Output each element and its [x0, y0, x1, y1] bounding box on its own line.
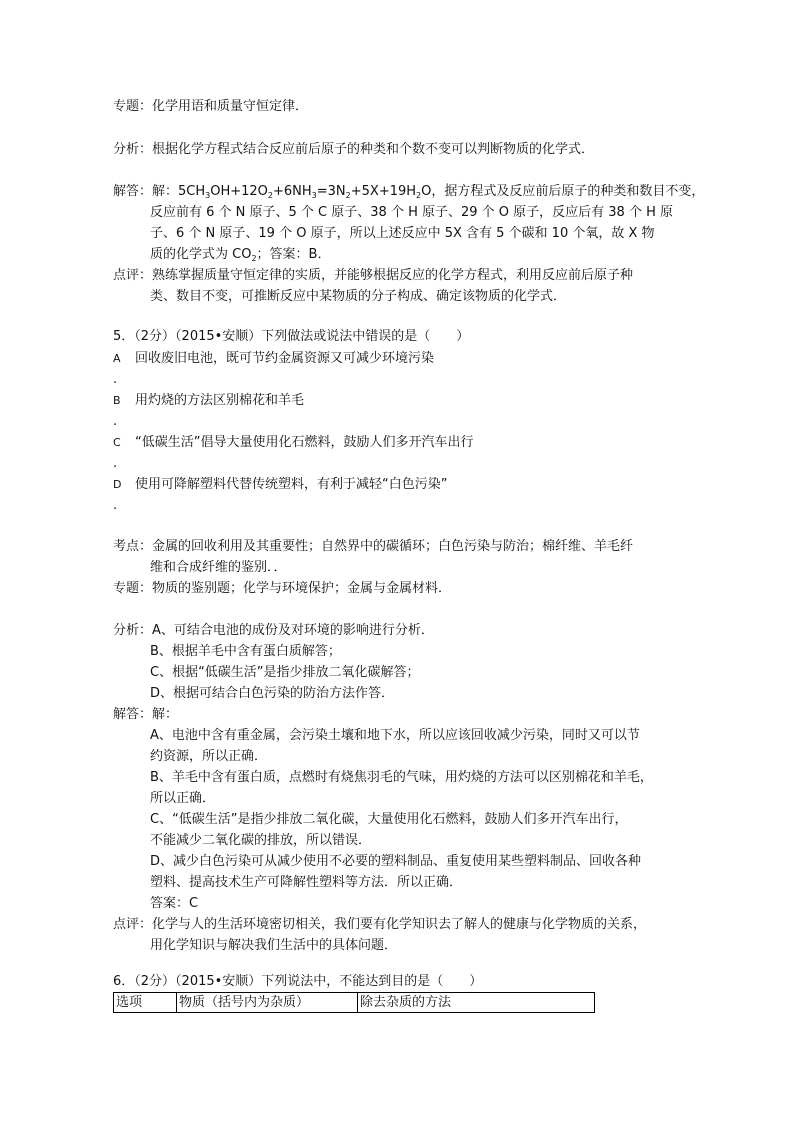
table-header-cell: 除去杂质的方法	[358, 993, 595, 1013]
q5-fenxi-line3: C、根据“低碳生活”是指少排放二氧化碳解答；	[150, 665, 420, 680]
q4-zhuanti: 专题：化学用语和质量守恒定律．	[113, 99, 309, 114]
option-text: “低碳生活”倡导大量使用化石燃料，鼓励人们多开汽车出行	[135, 435, 474, 450]
q6-table	[113, 992, 595, 1013]
equation-part: +6NH	[273, 184, 312, 199]
q4-jieda-line1	[113, 183, 704, 202]
option-letter: C	[113, 436, 121, 449]
subscript: 3	[205, 191, 211, 200]
equation-part: +5X+19H	[350, 184, 417, 199]
q5-option-b	[113, 392, 304, 410]
q5-option-a	[113, 350, 434, 368]
q5-jieda-line6: C、“低碳生活”是指少排放二氧化碳，大量使用化石燃料，鼓励人们多开汽车出行，	[150, 812, 628, 827]
q4-jieda-prefix: 解答：解：5CH	[113, 184, 206, 199]
equation-part: OH+12O	[210, 184, 268, 199]
q5-jieda-line5: 所以正确．	[150, 791, 216, 806]
q5-jieda-line4: B、羊毛中含有蛋白质，点燃时有烧焦羽毛的气味，用灼烧的方法可以区别棉花和羊毛，	[150, 770, 653, 785]
option-text: 用灼烧的方法区别棉花和羊毛	[135, 393, 305, 408]
q5-zhuanti: 专题：物质的鉴别题；化学与环境保护；金属与金属材料．	[113, 581, 452, 596]
q5-dianping-line1: 点评：化学与人的生活环境密切相关，我们要有化学知识去了解人的健康与化学物质的关系，	[113, 917, 647, 932]
subscript: 2	[345, 191, 351, 200]
option-letter: D	[113, 478, 122, 491]
q4-jieda-line4	[150, 246, 330, 265]
equation-part: =3N	[316, 184, 346, 199]
q5-fenxi-line1: 分析：A、可结合电池的成份及对环境的影响进行分析．	[113, 623, 434, 638]
option-dot: .	[113, 414, 118, 429]
option-letter: B	[113, 394, 121, 407]
q5-kaodian-line2: 维和合成纤维的鉴别．．	[150, 560, 287, 575]
q5-jieda-line3: 约资源，所以正确．	[150, 749, 268, 764]
q5-kaodian-line1: 考点：金属的回收利用及其重要性；自然界中的碳循环；白色污染与防治；棉纤维、羊毛纤	[113, 539, 634, 554]
option-dot: .	[113, 498, 118, 513]
q4-jieda-line3: 子、6 个 N 原子、19 个 O 原子，所以上述反应中 5X 含有 5 个碳和 10 个氧，故 X 物	[150, 226, 655, 241]
q5-option-d	[113, 476, 447, 494]
q4-jieda-line2: 反应前有 6 个 N 原子、5 个 C 原子、38 个 H 原子、29 个 O 原子，反应后有 38 个 H 原	[150, 205, 674, 220]
q4-fenxi: 分析：根据化学方程式结合反应前后原子的种类和个数不变可以判断物质的化学式．	[113, 142, 595, 157]
q5-jieda-line2: A、电池中含有重金属，会污染土壤和地下水，所以应该回收减少污染，同时又可以节	[150, 728, 640, 743]
q5-fenxi-line2: B、根据羊毛中含有蛋白质解答；	[150, 644, 341, 659]
table-header-cell: 选项	[114, 993, 177, 1013]
option-letter: A	[113, 352, 121, 365]
q5-jieda-line1: 解答：解：	[113, 707, 179, 722]
subscript: 3	[311, 191, 317, 200]
subscript: 2	[251, 254, 257, 263]
text-part: 质的化学式为 CO	[150, 247, 252, 262]
q5-jieda-line9: 塑料、提高技术生产可降解性塑料等方法．所以正确．	[150, 875, 463, 890]
table-header-cell: 物质（括号内为杂质）	[177, 993, 358, 1013]
q5-option-c	[113, 434, 473, 452]
q5-dianping-line2: 用化学知识与解决我们生活中的具体问题．	[150, 938, 398, 953]
q4-dianping-line2: 类、数目不变，可推断反应中某物质的分子构成、确定该物质的化学式．	[150, 289, 567, 304]
q6-title: 6．（2分）（2015•安顺）下列说法中，不能达到目的是（ ）	[113, 974, 483, 989]
text-part: ；答案：B．	[256, 247, 331, 262]
option-text: 使用可降解塑料代替传统塑料，有利于减轻“白色污染”	[135, 477, 448, 492]
q5-jieda-line8: D、减少白色污染可从减少使用不必要的塑料制品、重复使用某些塑料制品、回收各种	[150, 854, 642, 869]
table-header-row	[114, 993, 595, 1013]
q5-title: 5．（2分）（2015•安顺）下列做法或说法中错误的是（ ）	[113, 329, 470, 344]
option-dot: .	[113, 372, 118, 387]
subscript: 2	[416, 191, 422, 200]
option-text: 回收废旧电池，既可节约金属资源又可减少环境污染	[135, 351, 435, 366]
option-dot: .	[113, 456, 118, 471]
equation-part: O，据方程式及反应前后原子的种类和数目不变，	[421, 184, 705, 199]
q5-fenxi-line4: D、根据可结合白色污染的防治方法作答．	[150, 686, 395, 701]
q4-dianping-line1: 点评：熟练掌握质量守恒定律的实质，并能够根据反应的化学方程式，利用反应前后原子种	[113, 268, 634, 283]
subscript: 2	[267, 191, 273, 200]
q5-jieda-line7: 不能减少二氧化碳的排放，所以错误．	[150, 833, 372, 848]
q5-jieda-answer: 答案：C	[150, 896, 199, 911]
